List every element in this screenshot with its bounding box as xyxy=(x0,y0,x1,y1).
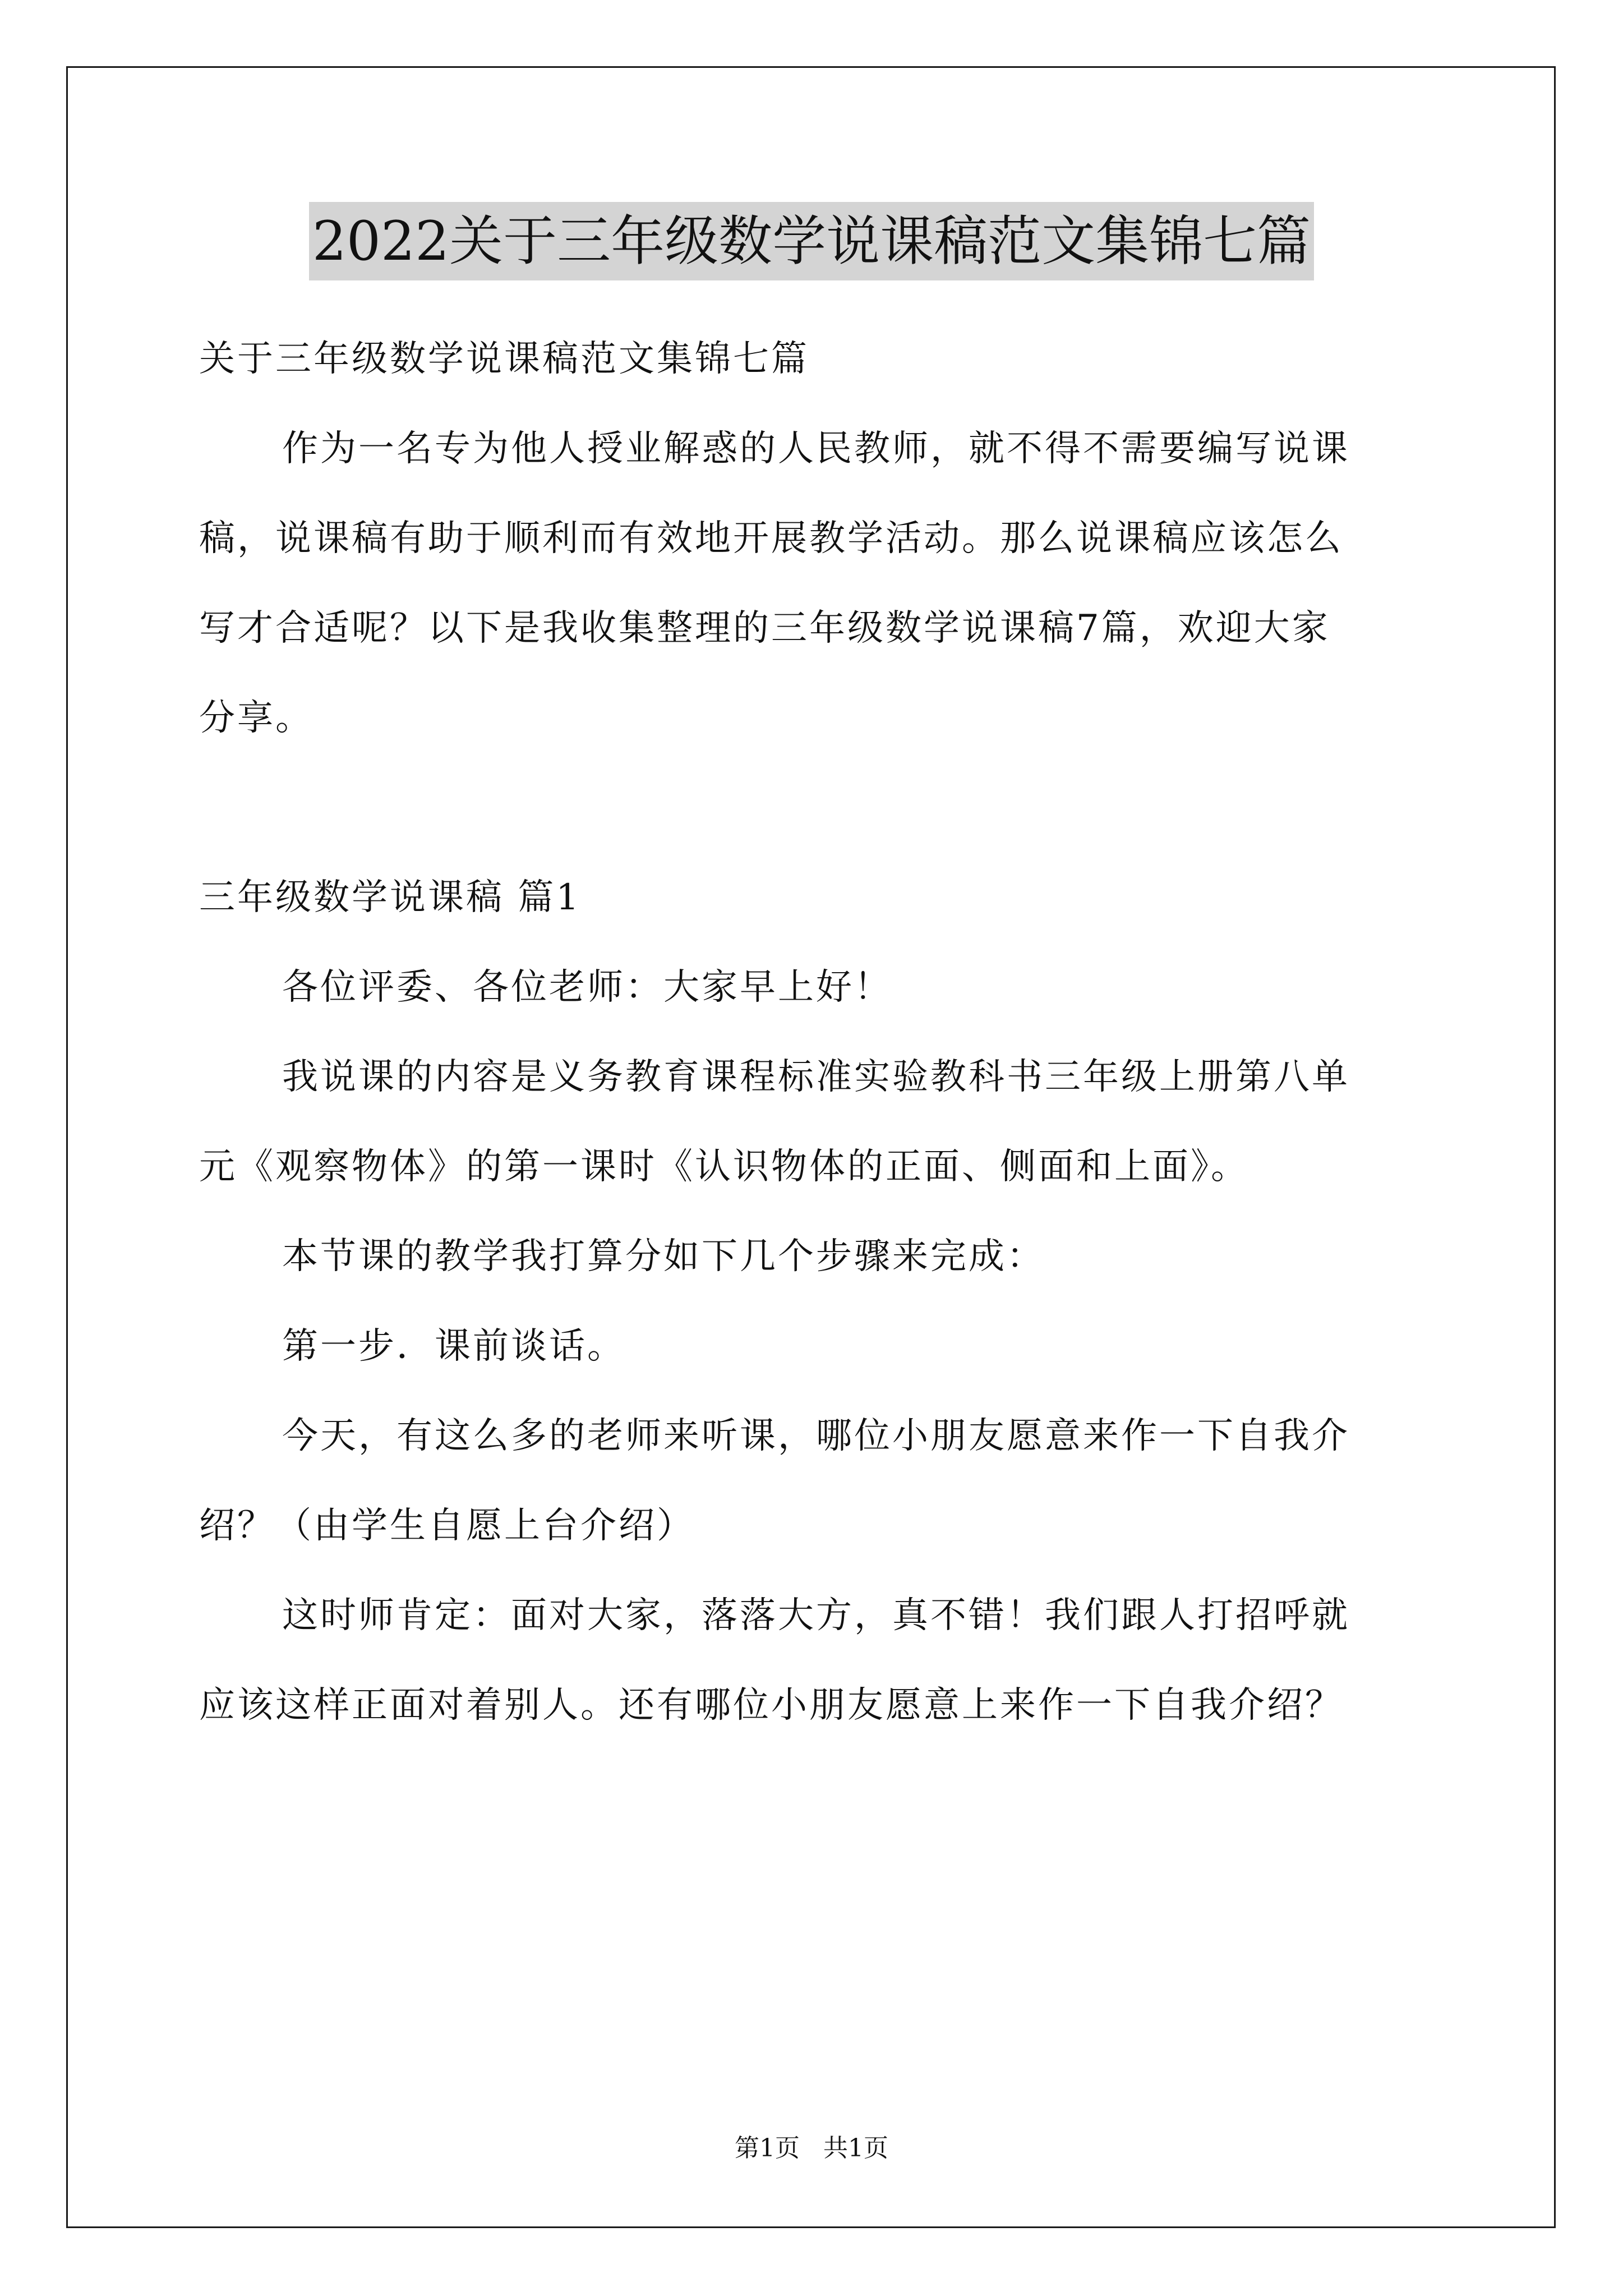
paragraph-gap xyxy=(199,763,1427,853)
text-line: 这时师肯定：面对大家，落落大方，真不错！我们跟人打招呼就 xyxy=(282,1595,1350,1636)
text-line: 作为一名专为他人授业解惑的人民教师，就不得不需要编写说课 xyxy=(282,428,1350,470)
document-body xyxy=(199,314,1427,1750)
title-container xyxy=(0,202,1623,280)
text-line: 三年级数学说课稿 篇1 xyxy=(199,877,582,918)
text-line: 今天，有这么多的老师来听课，哪位小朋友愿意来作一下自我介 xyxy=(282,1415,1350,1457)
text-line: 关于三年级数学说课稿范文集锦七篇 xyxy=(199,338,809,380)
text-line: 各位评委、各位老师：大家早上好！ xyxy=(282,967,892,1008)
text-line: 分享。 xyxy=(199,697,313,739)
page-total: 共1页 xyxy=(823,2134,888,2162)
text-line: 第一步．课前谈话。 xyxy=(282,1326,625,1367)
text-line: 稿，说课稿有助于顺利而有效地开展教学活动。那么说课稿应该怎么 xyxy=(199,518,1343,559)
text-line: 应该这样正面对着别人。还有哪位小朋友愿意上来作一下自我介绍？ xyxy=(199,1685,1343,1726)
document-title: 2022关于三年级数学说课稿范文集锦七篇 xyxy=(309,202,1314,280)
text-line: 绍？（由学生自愿上台介绍） xyxy=(199,1505,695,1547)
text-line: 元《观察物体》的第一课时《认识物体的正面、侧面和上面》。 xyxy=(199,1146,1249,1188)
text-line: 我说课的内容是义务教育课程标准实验教科书三年级上册第八单 xyxy=(282,1056,1350,1098)
text-line: 写才合适呢？以下是我收集整理的三年级数学说课稿7篇，欢迎大家 xyxy=(199,608,1330,649)
page-footer xyxy=(0,2132,1623,2165)
page-number: 第1页 xyxy=(735,2134,800,2162)
text-line: 本节课的教学我打算分如下几个步骤来完成： xyxy=(282,1236,1045,1277)
